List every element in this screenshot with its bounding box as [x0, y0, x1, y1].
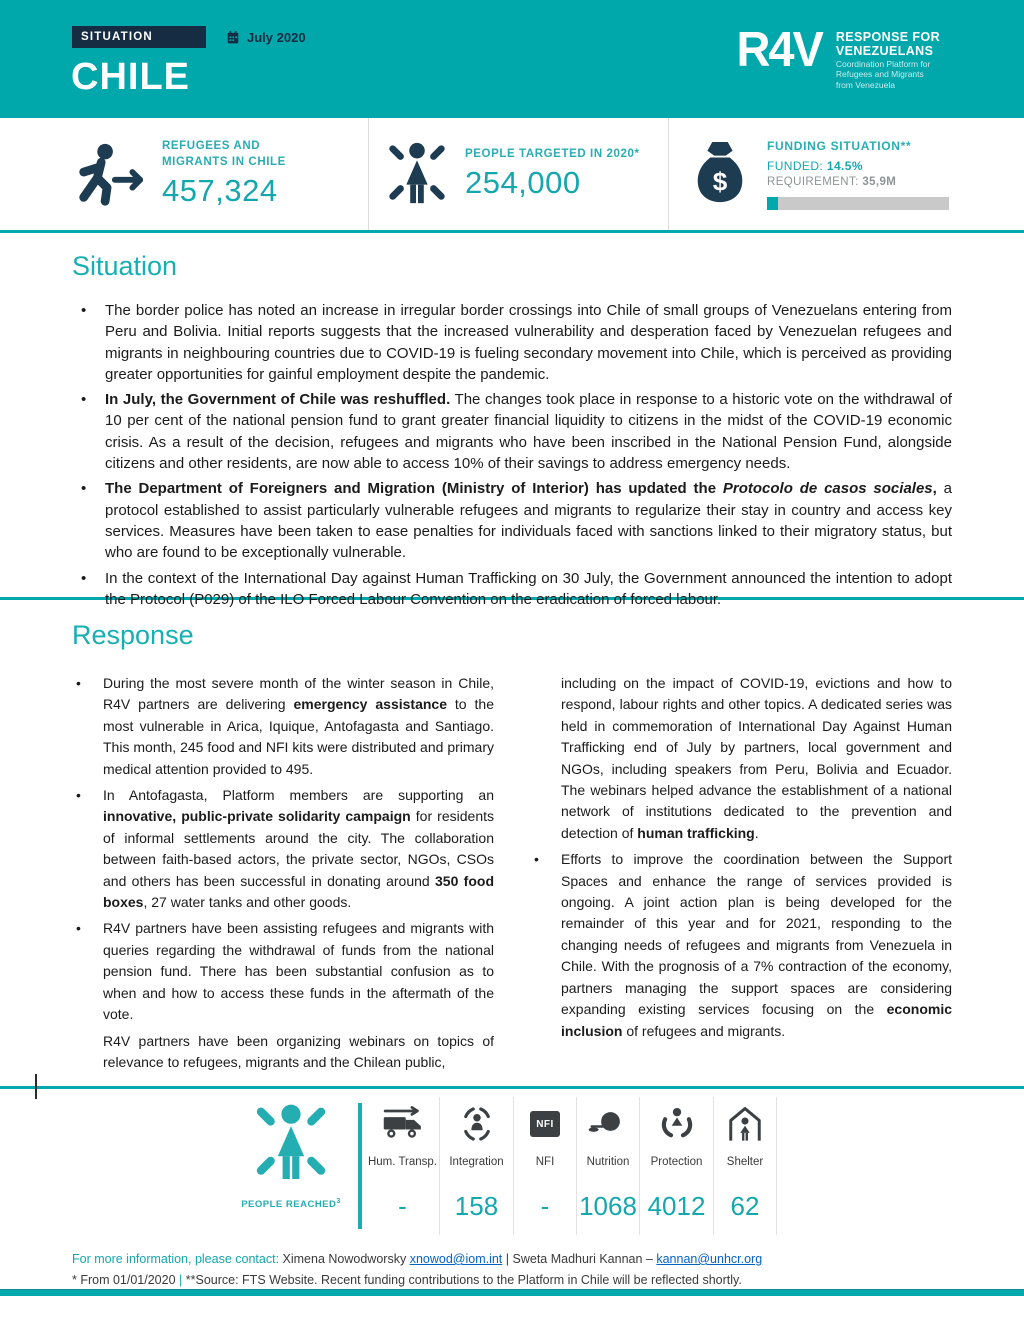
sector-value: 62 [730, 1191, 760, 1221]
response-left-column [72, 673, 494, 1078]
sector-hum-transp [366, 1097, 440, 1235]
funded-percent: 14.5% [826, 158, 863, 173]
situation-bullet-list [72, 300, 952, 610]
sector-label: Shelter [726, 1156, 764, 1168]
logo-line2: VENEZUELANS [835, 44, 934, 59]
bottom-accent-bar [0, 1289, 1024, 1296]
people-reached-icon [252, 1101, 330, 1190]
logo-subline3: from Venezuela [835, 80, 895, 90]
sector-value: - [398, 1191, 407, 1221]
contact1-email-link[interactable]: xnowod@iom.int [409, 1252, 503, 1266]
logo-subline2: Refugees and Migrants [835, 69, 924, 80]
protection-hands-icon [658, 1103, 696, 1145]
sector-value: 158 [454, 1191, 499, 1221]
sector-nutrition [577, 1097, 640, 1235]
stat-refugees-value: 457,324 [162, 172, 278, 208]
response-section [0, 600, 1024, 1086]
response-left-bullet-2: • In Antofagasta, Platform members are supporting an innovative, public-private solidarity campaign for residents of informal settlements around the city. The collaboration between faith-based actors, the private sector, NGOs, CSOs and others has been successful in donating around 350 food boxes, 27 water tanks and other goods. [72, 785, 494, 913]
stat-refugees-label: REFUGEES AND MIGRANTS IN CHILE [162, 140, 286, 168]
contact-separator: | [505, 1252, 510, 1266]
stat-funding [668, 118, 952, 230]
sector-protection [640, 1097, 714, 1235]
contact-prefix: For more information, please contact: [72, 1252, 280, 1266]
funding-progress-bar [767, 197, 949, 210]
logo-line1: RESPONSE FOR [835, 30, 940, 44]
kicker-label: SITUATION [81, 31, 153, 43]
footnote-date: * From 01/01/2020 [72, 1273, 176, 1288]
stat-targeted-label: PEOPLE TARGETED IN 2020* [465, 148, 640, 161]
funding-label: FUNDING SITUATION** [767, 138, 912, 153]
response-right-paragraph: including on the impact of COVID-19, evictions and how to respond, labour rights and other topics. A dedicated series was held in commemoration of International Day Against Human Trafficking end of July by partners, local government and NGOs, including speakers from Peru, Bolivia and Ecuador. The webinars helped advance the establishment of a national network of institutions dedicated to the prevention and detection of human trafficking. [561, 675, 952, 841]
situation-bullet-2: • In July, the Government of Chile was reshuffled. The changes took place in response to a historic vote on the withdrawal of 10 per cent of the national pension fund to grant greater financial liquidity to citizens in the midst of the COVID-19 economic crisis. As a result of the decision, refugees and migrants who have been inscribed in the National Pension Fund, alongside citizens and other residents, are now able to access 10% of their savings to address emergency needs. [72, 389, 952, 474]
sector-label: NFI [535, 1156, 555, 1168]
sector-integration [440, 1097, 514, 1235]
response-right-bullet-1: • Efforts to improve the coordination between the Support Spaces and enhance the range of services provided is ongoing. A joint action plan is being developed for the remainder of this year and for 2021, responding to the changing needs of refugees and migrants from Venezuela in Chile. With the prognosis of a 7% contraction of the economy, partners managing the support spaces are considering expanding existing services focusing on the economic inclusion of refugees and migrants. [530, 849, 952, 1042]
stat-funding-text [767, 139, 949, 210]
contact-line [72, 1249, 952, 1270]
r4v-logo-text [836, 28, 940, 91]
people-reached-block [238, 1097, 344, 1235]
migrant-walking-icon [72, 142, 146, 206]
sector-label: Integration [449, 1156, 504, 1168]
kicker-row [72, 26, 306, 48]
nfi-box-icon: NFI [530, 1103, 560, 1145]
calendar-icon [226, 30, 240, 44]
contact2-email-link[interactable]: kannan@unhcr.org [656, 1252, 763, 1266]
situation-bullet-1: • The border police has noted an increase in irregular border crossings into Chile of small groups of Venezuelans entering from Peru and Bolivia. Initial reports suggests that the increased vulnerability and desperation faced by Venezuelan refugees and migrants in neighbouring countries due to COVID-19 is fueling secondary movement into Chile, which is perceived as providing greater opportunities for gainful employment despite the pandemic. [72, 300, 952, 385]
sector-label: Hum. Transp. [367, 1156, 438, 1168]
footer [0, 1235, 1024, 1292]
contact2-name: Sweta Madhuri Kannan – [512, 1252, 653, 1266]
logo-subline1: Coordination Platform for [835, 58, 931, 69]
funding-funded-line: FUNDED: 14.5% [767, 158, 863, 173]
people-reached-label: PEOPLE REACHED$^3$ [241, 1198, 341, 1211]
key-figures-row [0, 118, 1024, 230]
r4v-logo [736, 20, 940, 91]
person-reach-icon [385, 140, 449, 208]
sector-label: Protection [650, 1156, 703, 1168]
money-bag-icon [689, 140, 751, 208]
response-heading: Response [72, 620, 194, 650]
sector-nfi [514, 1097, 577, 1235]
nutrition-icon [588, 1103, 628, 1145]
requirement-amount: 35,9M [862, 175, 897, 188]
sector-label: Nutrition [586, 1156, 630, 1168]
dollar-symbol: $ [712, 166, 728, 197]
response-left-bullet-3: • R4V partners have been assisting refugees and migrants with queries regarding the withdrawal of funds from the national pension fund. There has been substantial confusion as to when and how to access these funds in the aftermath of the vote. [72, 918, 494, 1025]
response-right-column [530, 673, 952, 1078]
shelter-house-icon [726, 1103, 764, 1145]
stat-targeted-text [465, 147, 640, 201]
cursor-tick-mark [35, 1074, 37, 1099]
stat-refugees-text [162, 139, 286, 208]
sector-value: 1068 [579, 1191, 637, 1221]
truck-icon [381, 1103, 425, 1145]
people-reached-footnote: 3 [336, 1198, 341, 1205]
funding-progress-fill [767, 197, 778, 210]
footnote-separator: | [179, 1273, 183, 1288]
footnote-source: **Source: FTS Website. Recent funding contributions to the Platform in Chile will be reflected shortly. [185, 1273, 742, 1288]
r4v-logo-mark: R4V [736, 20, 822, 77]
situation-bullet-4: • In the context of the International Day against Human Trafficking on 30 July, the Government announced the intention to adopt the Protocol (P029) of the ILO Forced Labour Convention on the eradication of forced labour. [72, 568, 952, 611]
response-columns [72, 673, 952, 1078]
stat-targeted-value: 254,000 [465, 164, 581, 200]
situation-heading: Situation [72, 251, 178, 281]
vertical-divider [358, 1103, 362, 1229]
header-band [0, 0, 1024, 118]
sector-shelter [714, 1097, 777, 1235]
funding-requirement-line: REQUIREMENT: 35,9M [767, 175, 897, 188]
page-title: CHILE [71, 56, 190, 98]
response-left-bullet-1: • During the most severe month of the winter season in Chile, R4V partners are delivering emergency assistance to the most vulnerable in Arica, Iquique, Antofagasta and Santiago. This month, 245 food and NFI kits were distributed and primary medical attention provided to 495. [72, 673, 494, 780]
contact1-name: Ximena Nowodworsky [282, 1252, 407, 1266]
report-date: July 2020 [247, 29, 306, 45]
sector-value: 4012 [647, 1191, 706, 1221]
stat-refugees-migrants [72, 118, 368, 230]
situation-section [0, 233, 1024, 608]
integration-icon [457, 1103, 497, 1145]
people-reached-band [0, 1089, 1024, 1235]
kicker-badge [72, 26, 206, 48]
sector-value: - [540, 1191, 550, 1221]
situation-bullet-3: • The Department of Foreigners and Migration (Ministry of Interior) has updated the Protocolo de casos sociales, a protocol established to assist particularly vulnerable refugees and migrants to regularize their stay in country and access key services. Measures have been taken to ease penalties for individuals faced with sanctions linked to their migratory status, but who are found to be exceptionally vulnerable. [72, 478, 952, 563]
stat-people-targeted [368, 118, 668, 230]
response-left-paragraph: R4V partners have been organizing webinars on topics of relevance to refugees, migrants and the Chilean public, [103, 1032, 494, 1070]
